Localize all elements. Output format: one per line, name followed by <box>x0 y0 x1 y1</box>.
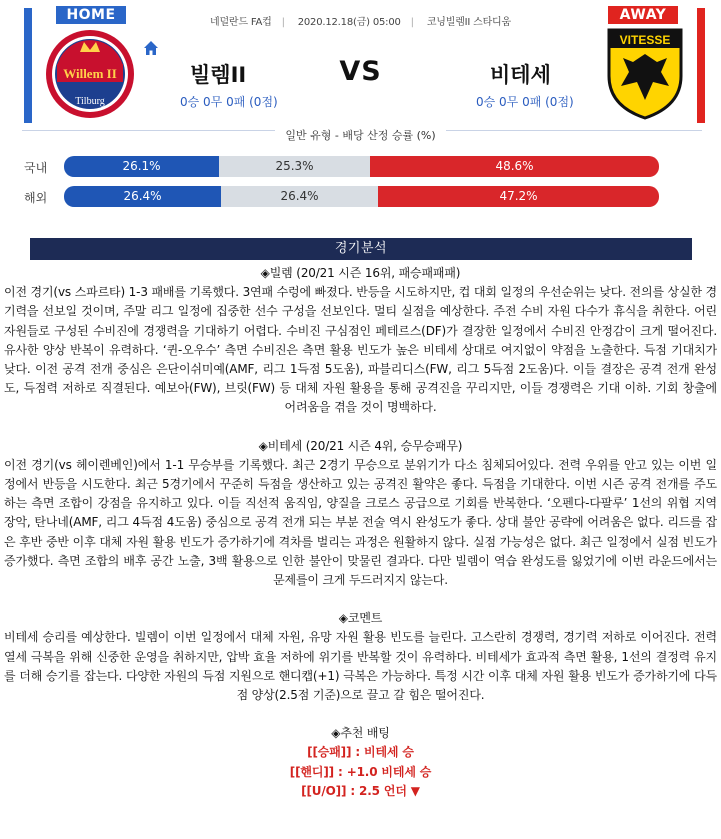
home-team-record: 0승 0무 0패 (0점) <box>180 95 278 109</box>
recommended-bet-heading: ◈추천 배팅 <box>331 726 390 741</box>
analysis-body <box>4 264 717 801</box>
odds-row-domestic <box>24 156 659 177</box>
home-logo-sub: Tilburg <box>75 96 105 107</box>
draw-probability: 26.4% <box>221 186 378 207</box>
odds-title: 일반 유형 - 배당 산정 승률 (%) <box>0 127 721 143</box>
win-probability: 26.1% <box>64 156 219 177</box>
odds-label: 해외 <box>24 191 48 205</box>
lose-probability: 47.2% <box>378 186 659 207</box>
away-logo-text: VITESSE <box>619 33 671 47</box>
match-datetime: 2020.12.18(금) 05:00 <box>297 17 401 28</box>
comment-text: 비테세 승리를 예상한다. 빌렘이 이번 일정에서 대체 자원, 유망 자원 활용 빈도를 늘린다. 고스란히 경쟁력, 경기력 저하로 이어진다. 전력 열세 극복을 위해 신중한 운영을 취하지만, 압박 효율 저하에 위기를 반복할 것이 유력하다. 비테세가 효과적 측면 활용, 1선의 결정력 유지를 더해 승기를 잡는다. 다양한 자원의 득점 지원으로 핸디캡(+1) 극복은 가능하다. 특정 시간 이후 대체 자원 활용 빈도가 증가하기에 다득점 양상(2.5점 기준)으로 끌고 갈 힘은 떨어진다. <box>4 630 717 703</box>
away-analysis-heading: ◈비테세 (20/21 시즌 4위, 승무승패무) <box>258 438 463 453</box>
odds-label: 국내 <box>24 161 48 175</box>
stadium: 코닝빌렘II 스타디움 <box>426 17 511 28</box>
away-team-logo <box>605 26 685 120</box>
lose-probability: 48.6% <box>370 156 659 177</box>
home-analysis-heading: ◈빌렘 (20/21 시즌 16위, 패승패패패) <box>260 266 461 280</box>
bet-handicap: [[핸디]] : +1.0 비테세 승 <box>289 764 432 779</box>
away-tag: AWAY <box>608 6 678 24</box>
draw-probability: 25.3% <box>219 156 370 177</box>
odds-row-overseas <box>24 186 659 207</box>
house-icon[interactable] <box>143 40 159 56</box>
analysis-title: 경기분석 <box>30 238 692 260</box>
bet-result: [[승패]] : 비테세 승 <box>307 745 414 760</box>
competition: 네덜란드 FA컵 <box>210 17 272 28</box>
away-analysis-text: 이전 경기(vs 헤이렌베인)에서 1-1 무승부를 기록했다. 최근 2경기 무승으로 분위기가 다소 침체되어있다. 전력 우위를 안고 있는 이번 일정에서 반등을 시도한다. 최근 5경기에서 꾸준히 득점을 생산하고 있는 공격진 활약은 좋다. 득점을 기대한다. 이번 시즌 공격 전개를 주도하는 측면 조합이 강점을 유지하고 있다. 이들 직선적 움직임, 양질을 크로스 공급으로 기회를 반복한다. ‘오펜다-다팔루’ 1선의 위협 지역 장악, 탄나네(AMF, 리그 4득점 4도움) 중심으로 공격 전개 되는 부분 전술 역시 완성도가 좋다. 상대 불안 공략에 어려움은 없다. 리드를 잡은 후반 중반 이후 대체 자원 활용 빈도가 증가하기에 격차를 벌리는 과정은 원활하지 않다. 실점 가능성은 없다. 최근 일정에서 실점 빈도가 증가했다. 측면 조합의 배후 공간 노출, 3백 활용으로 인한 불안이 맞물린 결과다. 다만 빌렘이 역습 완성도를 잃었기에 이번 라운드에서는 문제를이 크게 두드러지지 않는다. <box>4 457 717 588</box>
win-probability: 26.4% <box>64 186 221 207</box>
match-info: 네덜란드 FA컵 | 2020.12.18(금) 05:00 | 코닝빌렘II 스타디움 <box>210 17 511 28</box>
vs-label: VS <box>339 56 382 87</box>
home-logo-text: Willem II <box>63 66 117 81</box>
comment-heading: ◈코멘트 <box>338 611 383 626</box>
home-analysis-text: 이전 경기(vs 스파르타) 1-3 패배를 기록했다. 3연패 수렁에 빠졌다. 반등을 시도하지만, 컵 대회 일정의 우선순위는 낮다. 전의를 상실한 경기력을 선보일 것이며, 주말 리그 일정에 집중한 선수 구성을 선보인다. 멀티 실점을 예상한다. 주전 수비 자원 다수가 휴식을 취한다. 어린 자원들로 구성된 수비진에 경쟁력을 기대하기 어렵다. 수비진 구심점인 페테르스(DF)가 결장한 일정에서 수비진 안정감이 크게 떨어진다. 유사한 양상 반복이 유력하다. ‘퀸-오우수’ 측면 수비진은 측면 활용 빈도가 높은 비테세 상대로 여지없이 약점을 노출한다. 득점 기대치가 낮다. 이전 공격 전개 중심은 은단이쉬미예(AMF, 리그 1득점 5도움), 파블리디스(FW, 리그 5득점 2도움)다. 이들 결장은 공격 전개 완성도, 득점력 저하로 직결된다. 예보아(FW), 브릿(FW) 등 대체 자원 활용을 통해 공격진을 꾸리지만, 이들 경쟁력은 기대 이하. 기회 창출에 어려움을 겪을 것이 명백하다. <box>4 285 717 415</box>
away-team-record: 0승 0무 0패 (0점) <box>476 95 574 109</box>
away-team-name: 비테세 <box>490 63 551 87</box>
home-tag: HOME <box>56 6 126 24</box>
home-team-name: 빌렘II <box>190 63 247 87</box>
bet-under-over: [[U/O]] : 2.5 언더 ▼ <box>301 783 420 798</box>
